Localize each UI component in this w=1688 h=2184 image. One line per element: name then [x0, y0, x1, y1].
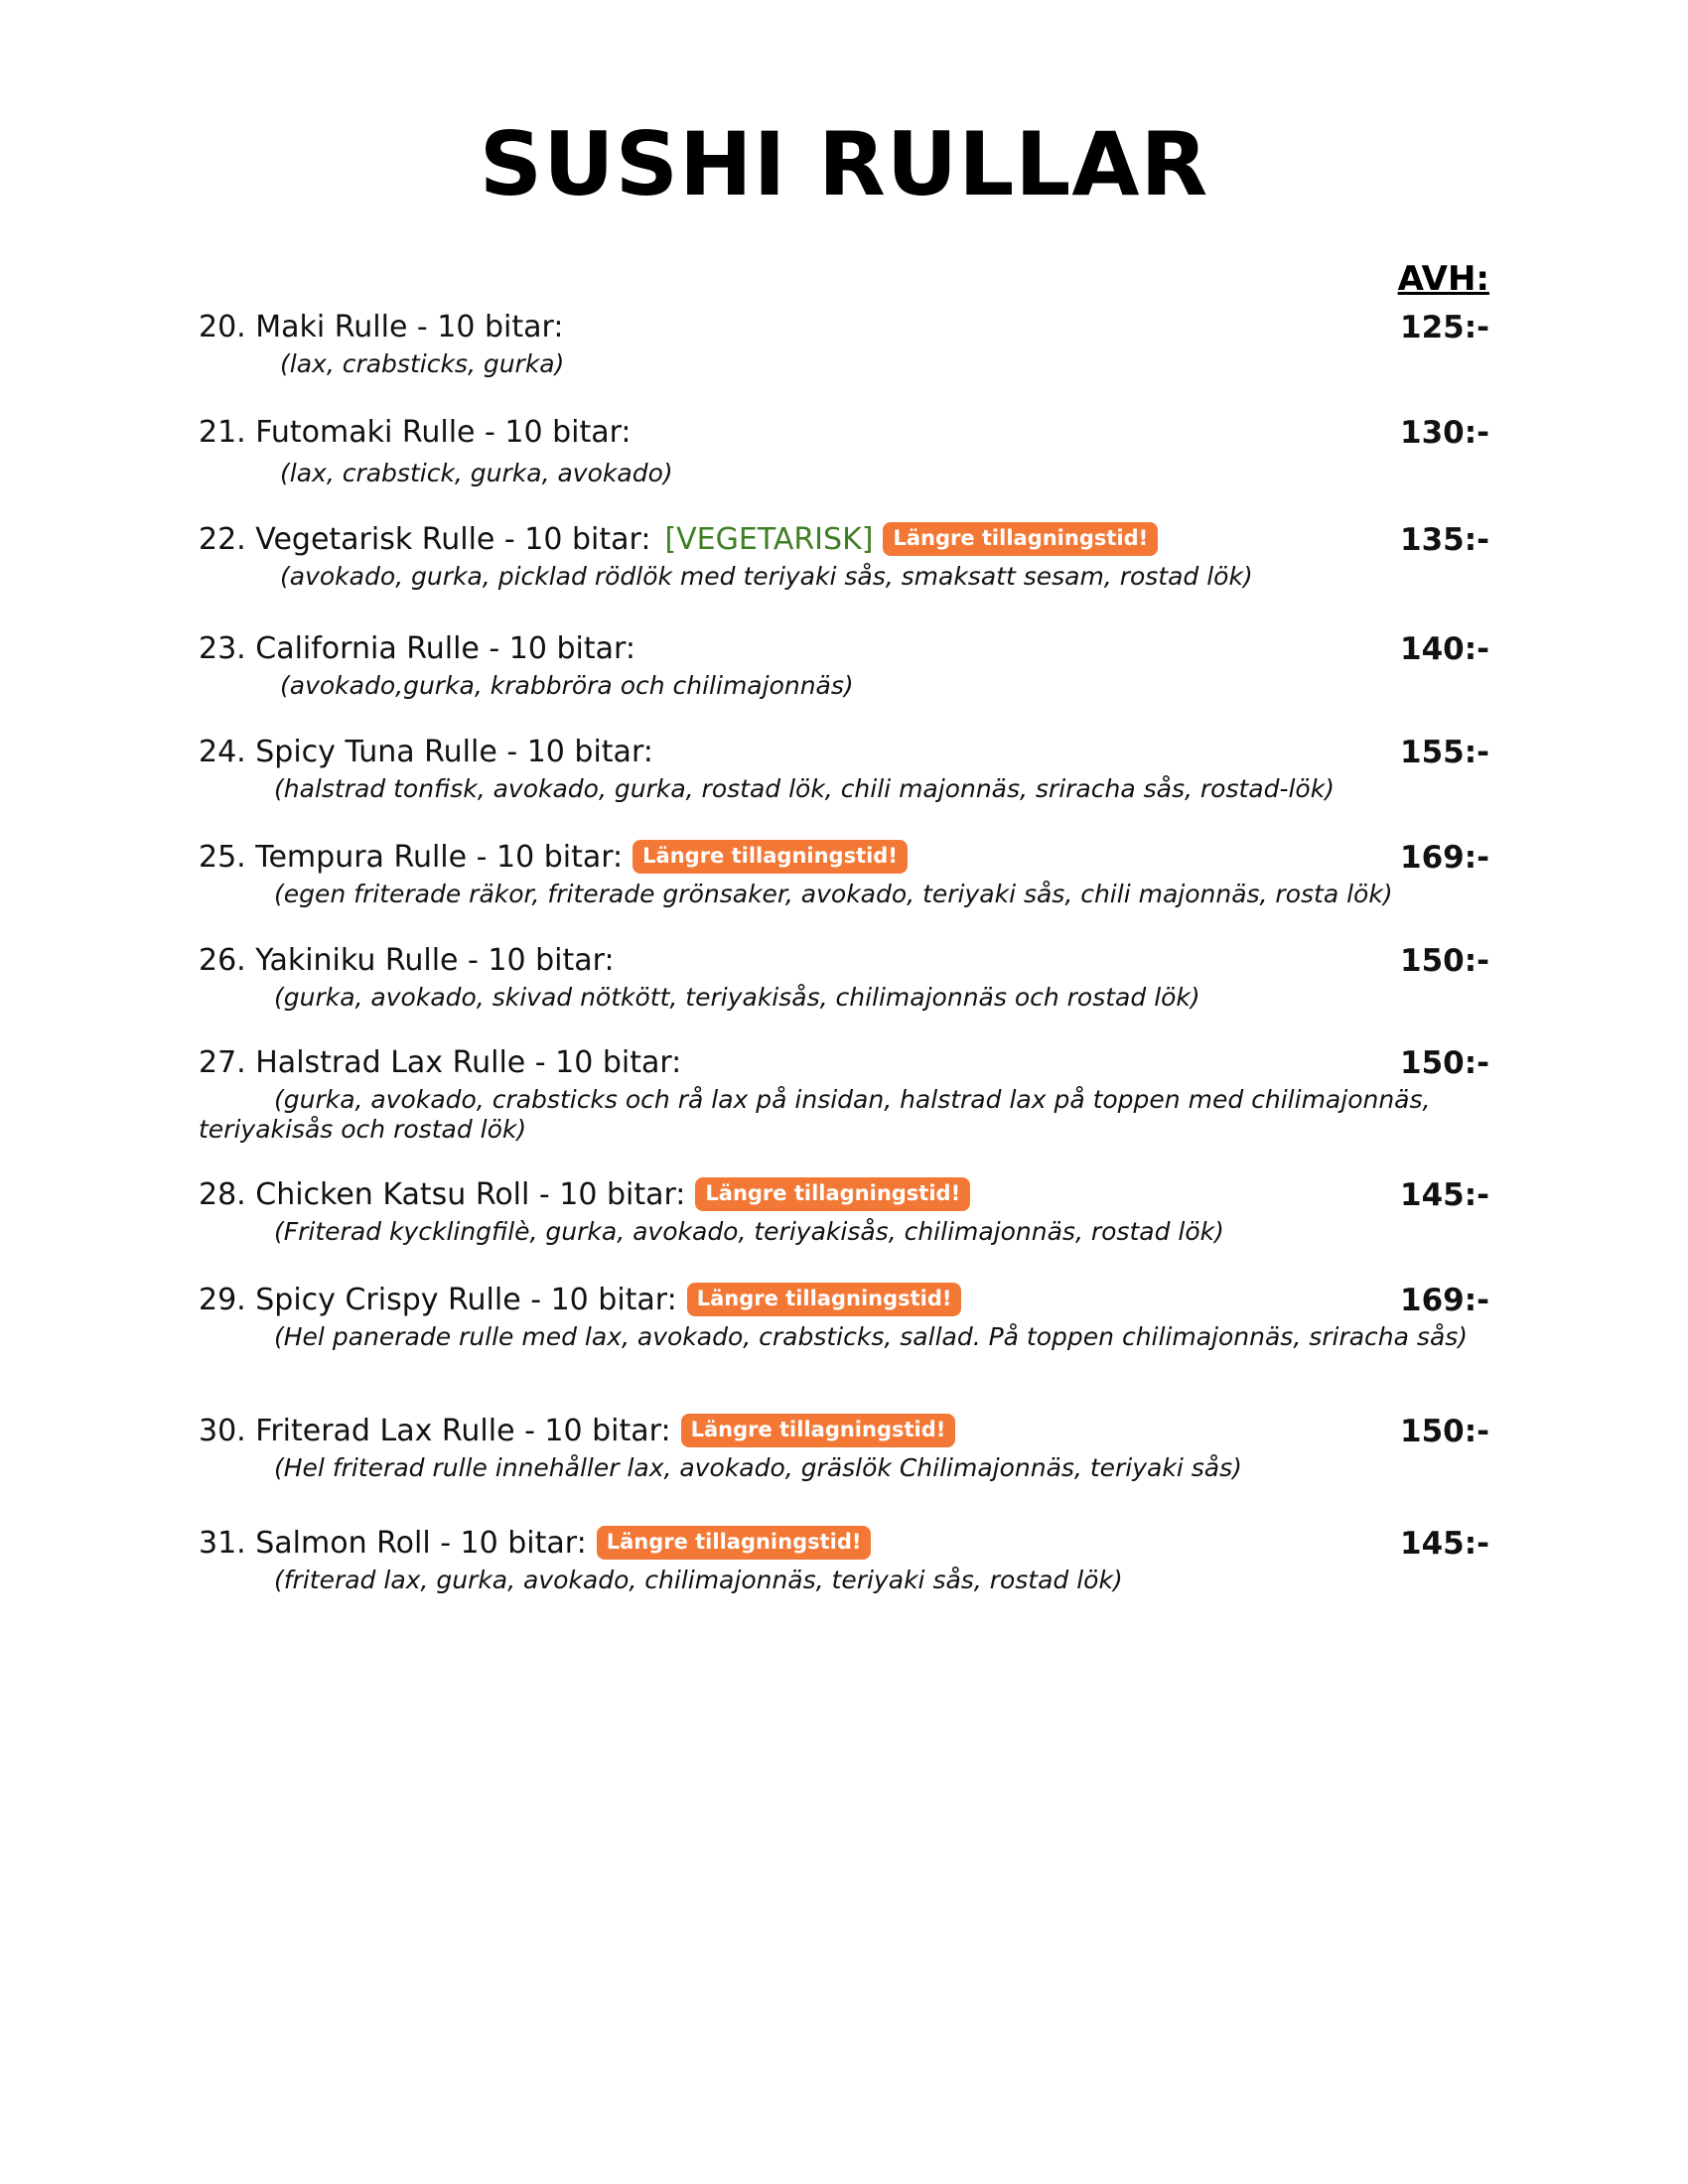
price-header: AVH: — [1397, 259, 1489, 299]
item-description: (gurka, avokado, skivad nötkött, teriyakisås, chilimajonnäs och rostad lök) — [274, 983, 1200, 1012]
item-name: 24. Spicy Tuna Rulle - 10 bitar: — [199, 735, 653, 769]
menu-item-24 — [199, 729, 1489, 804]
item-name: 23. California Rulle - 10 bitar: — [199, 631, 635, 666]
longer-cooking-badge: Längre tillagningstid! — [681, 1414, 956, 1447]
item-description: (friterad lax, gurka, avokado, chilimajonnäs, teriyaki sås, rostad lök) — [274, 1566, 1123, 1594]
menu-item-27 — [199, 1039, 1489, 1145]
item-name: 21. Futomaki Rulle - 10 bitar: — [199, 415, 632, 450]
item-price: 150:- — [1400, 943, 1489, 979]
item-name-text: 28. Chicken Katsu Roll - 10 bitar: — [199, 1177, 686, 1212]
menu-item-28 — [199, 1171, 1489, 1247]
item-name — [199, 1526, 871, 1562]
item-price: 125:- — [1400, 310, 1489, 345]
item-name — [199, 1283, 961, 1318]
item-description: (Hel panerade rulle med lax, avokado, crabsticks, sallad. På toppen chilimajonnäs, sriracha sås) — [274, 1322, 1469, 1351]
item-name: 27. Halstrad Lax Rulle - 10 bitar: — [199, 1045, 682, 1080]
item-price: 150:- — [1400, 1045, 1489, 1081]
item-description: (gurka, avokado, crabsticks och rå lax på insidan, halstrad lax på toppen med chilimajonnäs, teriyakisås och rostad lök) — [199, 1085, 1431, 1144]
item-description: (avokado,gurka, krabbröra och chilimajonnäs) — [280, 671, 854, 700]
item-name-text: 22. Vegetarisk Rulle - 10 bitar: — [199, 522, 651, 557]
item-description: (avokado, gurka, picklad rödlök med teriyaki sås, smaksatt sesam, rostad lök) — [280, 562, 1253, 591]
menu-item-29 — [199, 1277, 1489, 1352]
item-name: 26. Yakiniku Rulle - 10 bitar: — [199, 943, 615, 978]
page-title: SUSHI RULLAR — [479, 113, 1209, 215]
longer-cooking-badge: Längre tillagningstid! — [687, 1283, 962, 1316]
item-description: (egen friterade räkor, friterade grönsaker, avokado, teriyaki sås, chili majonnäs, rosta lök) — [274, 880, 1393, 908]
item-name — [199, 840, 908, 876]
item-name — [199, 522, 1158, 558]
menu-item-21 — [199, 409, 1489, 488]
item-price: 130:- — [1400, 415, 1489, 451]
item-price: 145:- — [1400, 1177, 1489, 1213]
item-price: 169:- — [1400, 1283, 1489, 1318]
item-price: 169:- — [1400, 840, 1489, 876]
item-description: (lax, crabsticks, gurka) — [280, 349, 565, 378]
longer-cooking-badge: Längre tillagningstid! — [597, 1526, 872, 1560]
item-description: (halstrad tonfisk, avokado, gurka, rostad lök, chili majonnäs, sriracha sås, rostad-lök) — [274, 774, 1335, 803]
item-price: 145:- — [1400, 1526, 1489, 1562]
item-name-text: 25. Tempura Rulle - 10 bitar: — [199, 840, 624, 875]
item-name-text: 29. Spicy Crispy Rulle - 10 bitar: — [199, 1283, 677, 1317]
menu-item-30 — [199, 1408, 1489, 1483]
menu-item-23 — [199, 625, 1489, 701]
menu-item-20 — [199, 304, 1489, 379]
item-price: 140:- — [1400, 631, 1489, 667]
longer-cooking-badge: Längre tillagningstid! — [883, 522, 1158, 556]
item-description: (lax, crabstick, gurka, avokado) — [280, 459, 673, 487]
item-name: 20. Maki Rulle - 10 bitar: — [199, 310, 564, 344]
item-price: 155:- — [1400, 735, 1489, 770]
item-description: (Friterad kycklingfilè, gurka, avokado, teriyakisås, chilimajonnäs, rostad lök) — [274, 1217, 1224, 1246]
item-price: 135:- — [1400, 522, 1489, 558]
longer-cooking-badge: Längre tillagningstid! — [695, 1177, 970, 1211]
item-description: (Hel friterad rulle innehåller lax, avokado, gräslök Chilimajonnäs, teriyaki sås) — [274, 1453, 1242, 1482]
menu-item-22 — [199, 516, 1489, 592]
item-name — [199, 1177, 970, 1213]
item-price: 150:- — [1400, 1414, 1489, 1449]
vegetarian-tag: [VEGETARISK] — [664, 522, 874, 557]
item-name-text: 31. Salmon Roll - 10 bitar: — [199, 1526, 587, 1561]
menu-item-26 — [199, 937, 1489, 1013]
item-name — [199, 1414, 955, 1449]
item-name-text: 30. Friterad Lax Rulle - 10 bitar: — [199, 1414, 671, 1448]
menu-item-25 — [199, 834, 1489, 909]
longer-cooking-badge: Längre tillagningstid! — [633, 840, 908, 874]
menu-item-31 — [199, 1520, 1489, 1595]
